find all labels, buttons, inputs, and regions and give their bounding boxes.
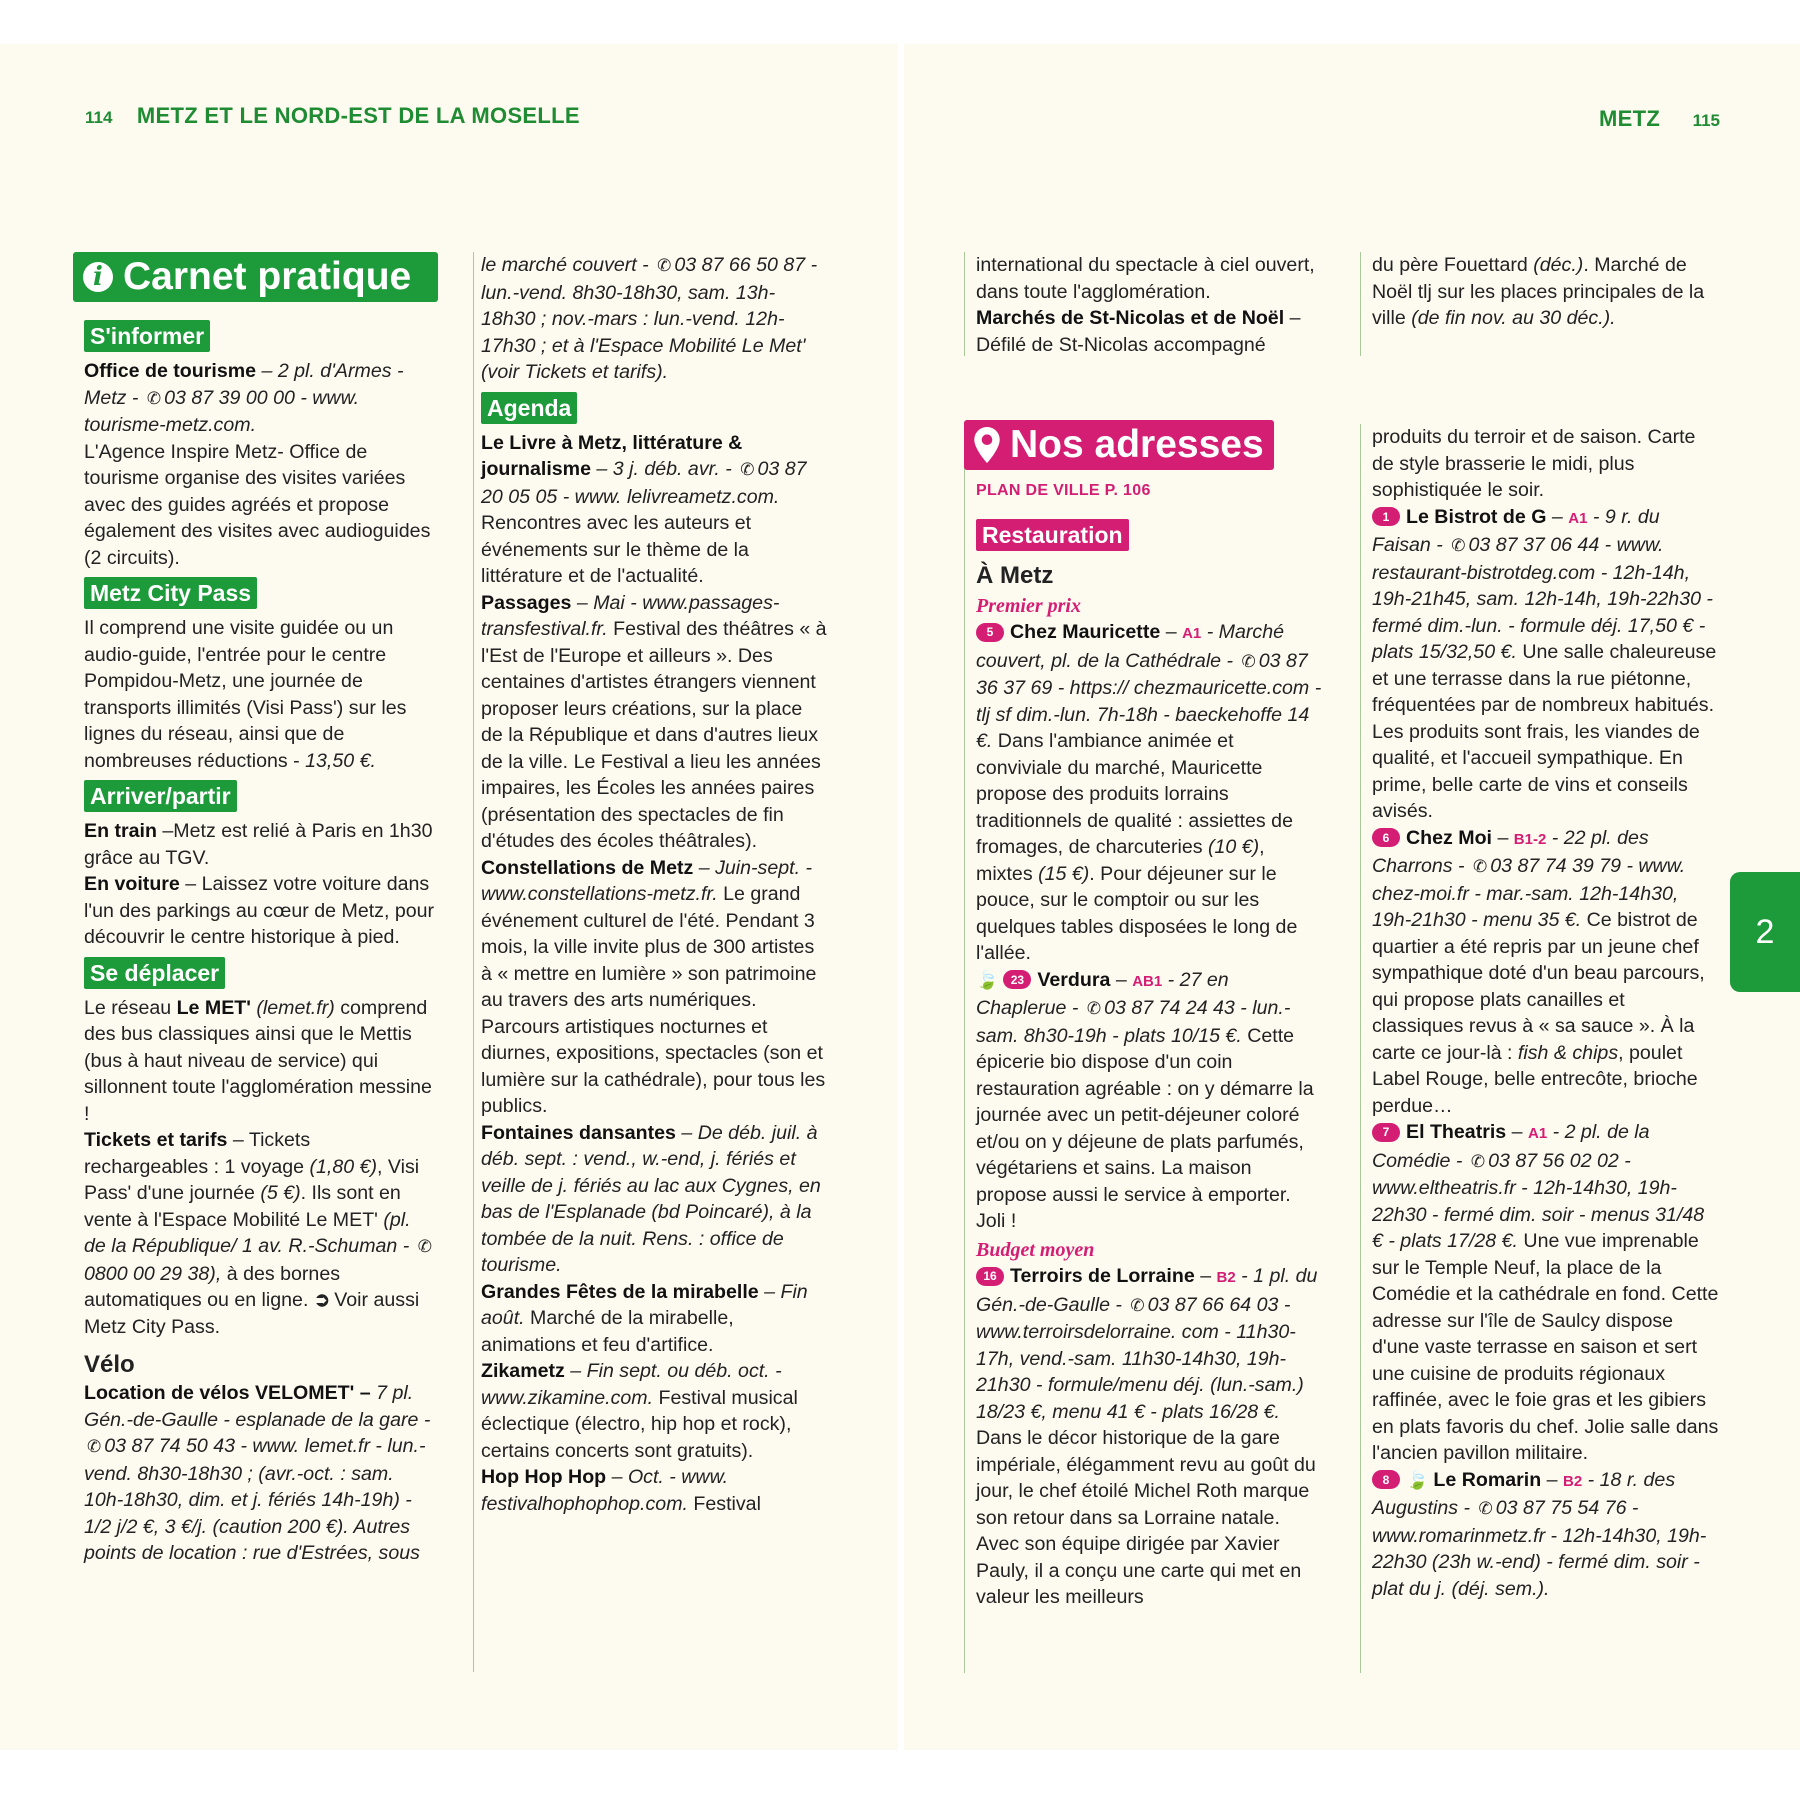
phone-icon: ✆ <box>1478 1499 1493 1518</box>
restaurant-entry: 7 El Theatris – A1 - 2 pl. de la Comédie - ✆ 03 87 56 02 02 - www.eltheatris.fr - 12h-14h30, 19h-22h30 - fermé dim. soir - menus 31/48 € - plats 17/28 €. Une vue imprenable sur le Temple Neuf, la place de la Comédie et la cathédrale en fond. Cette adresse sur l'île de Saulcy dispose d'une vaste terrasse en saison et sert une cuisine de produits régionaux raffinée, avec le foie gras et les gibiers en plats favoris du chef. Jolie salle dans l'ancien pavillon militaire. <box>1372 1121 1719 1464</box>
phone-icon: ✆ <box>1470 1151 1486 1171</box>
phone-icon: ✆ <box>1130 1295 1145 1315</box>
citypass-text: Il comprend une visite guidée ou un audio-guide, l'entrée pour le centre Pompidou-Metz, une journée de transports illimités (Visi Pass') sur les lignes du réseau, ainsi que de nombreuses réductions - 13,50 €. <box>84 617 407 772</box>
phone-icon: ✆ <box>417 1237 432 1256</box>
carnet-pratique-heading: i Carnet pratique <box>73 252 438 302</box>
festival-continuation: international du spectacle à ciel ouvert, dans toute l'agglomération. <box>976 254 1315 303</box>
leaf-icon: 🍃 <box>1406 1469 1429 1490</box>
mobilite-continuation: le marché couvert - ✆ 03 87 66 50 87 - lun.-vend. 8h30-18h30, sam. 13h-18h30 ; nov.-mars : lun.-vend. 12h-17h30 ; et à l'Espace Mobilité Le Met' (voir Tickets et tarifs). <box>481 254 818 383</box>
column-1 <box>73 252 435 1567</box>
passages-entry: Passages – Mai - www.passages-transfestival.fr. Festival des théâtres « à l'Est de l'Europe et ailleurs ». Des centaines d'artistes étrangers viennent proposer leurs créations, sur la place de la République et dans d'autres lieux de la ville. Le Festival a lieu les années impaires, les Écoles les années paires (présentation des spectacles de fin d'études des écoles théâtrales). <box>481 591 827 852</box>
noel-entry: Marchés de St-Nicolas et de Noël – Défilé de St-Nicolas accompagné <box>976 307 1301 356</box>
section-heading-informer: S'informer <box>84 320 210 352</box>
phone-icon: ✆ <box>87 1437 102 1456</box>
column-4-top <box>1372 252 1720 332</box>
nos-adresses-heading: Nos adresses <box>964 420 1274 470</box>
section-heading-arriver: Arriver/partir <box>84 780 237 812</box>
column-rule <box>964 252 965 356</box>
phone-icon: ✆ <box>1451 536 1466 555</box>
phone-icon: ✆ <box>146 388 162 408</box>
met-entry: Le réseau Le MET' (lemet.fr) comprend des bus classiques ainsi que le Mettis (bus à haut niveau de service) qui sillonnent toute l'agglomération messine ! <box>84 996 432 1125</box>
restaurant-entry: 8 🍃 Le Romarin – B2 - 18 r. des Augustins - ✆ 03 87 75 54 76 - www.romarinmetz.fr - 12h-14h30, 19h-22h30 (23h w.-end) - fermé dim. soir - plat du j. (déj. sem.). <box>1372 1468 1707 1600</box>
chapter-tab[interactable]: 2 <box>1730 872 1800 992</box>
column-rule <box>1360 424 1361 1673</box>
restaurant-entry: 🍃 23 Verdura – AB1 - 27 en Chaplerue - ✆ 03 87 74 24 43 - lun.-sam. 8h30-19h - plats 10/15 €. Cette épicerie bio dispose d'un coin restauration agréable : on y démarre la journée avec un petit-déjeuner coloré et/ou on y déjeune de plats parfumés, végétariens et sains. La maison propose aussi le service à emporter. Joli ! <box>976 968 1314 1232</box>
map-pin-icon <box>974 427 1000 463</box>
category-budget-moyen: Budget moyen <box>976 1238 1095 1261</box>
section-heading-citypass: Metz City Pass <box>84 577 257 609</box>
mirabelle-entry: Grandes Fêtes de la mirabelle – Fin août. Marché de la mirabelle, animations et feu d'artifice. <box>481 1280 808 1356</box>
column-rule <box>964 468 965 1673</box>
leaf-icon: 🍃 <box>976 969 999 990</box>
terroirs-continuation: produits du terroir et de saison. Carte de style brasserie le midi, plus sophistiquée le soir. <box>1372 426 1696 501</box>
noel-continuation: du père Fouettard (déc.). Marché de Noël tlj sur les places principales de la ville (de fin nov. au 30 déc.). <box>1372 254 1705 329</box>
velo-entry: Location de vélos VELOMET' – 7 pl. Gén.-de-Gaulle - esplanade de la gare - ✆ 03 87 74 50 43 - www. lemet.fr - lun.-vend. 8h30-18h30 ; (avr.-oct. : sam. 10h-18h30, dim. et j. fériés 14h-19h) - 1/2 j/2 €, 3 €/j. (caution 200 €). Autres points de location : rue d'Estrées, sous <box>84 1382 431 1564</box>
arrow-circle-icon: ➲ <box>313 1289 331 1311</box>
zikametz-entry: Zikametz – Fin sept. ou déb. oct. - www.zikamine.com. Festival musical éclectique (électro, hip hop et rock), certains concerts sont gratuits). <box>481 1360 798 1462</box>
running-title: METZ ET LE NORD-EST DE LA MOSELLE <box>136 103 580 128</box>
velo-heading: Vélo <box>84 1351 135 1378</box>
phone-icon: ✆ <box>1473 857 1488 876</box>
column-4 <box>1372 424 1720 1602</box>
tickets-entry: Tickets et tarifs – Tickets rechargeables : 1 voyage (1,80 €), Visi Pass' d'une journée (5 €). Ils sont en vente à l'Espace Mobilité Le MET' (pl. de la République/ 1 av. R.-Schuman - ✆0800 00 29 38), à des bornes automatiques ou en ligne. ➲ Voir aussi Metz City Pass. <box>84 1129 432 1338</box>
right-running-header <box>1599 106 1720 132</box>
fontaines-entry: Fontaines dansantes – De déb. juil. à déb. sept. : vend., w.-end, j. fériés et veille de j. fériés au lac aux Cygnes, en bas de l'Esplanade (bd Poincaré), à la tombée de la nuit. Rens. : office de tourisme. <box>481 1121 821 1276</box>
column-2 <box>481 252 829 1517</box>
phone-icon: ✆ <box>1086 999 1102 1018</box>
constellations-entry: Constellations de Metz – Juin-sept. - www.constellations-metz.fr. Le grand événement culturel de l'été. Pendant 3 mois, la ville invite plus de 300 artistes à « mettre en lumière » son patrimoine au travers des arts numériques. Parcours artistiques nocturnes et diurnes, expositions, spectacles (son et lumière sur la cathédrale), pour tous les publics. <box>481 856 826 1117</box>
info-icon: i <box>83 262 113 292</box>
column-3-top <box>976 252 1324 358</box>
livre-entry: Le Livre à Metz, littérature & journalisme – 3 j. déb. avr. - ✆ 03 87 20 05 05 - www. lelivreametz.com. Rencontres avec les auteurs et événements sur le thème de la littérature et de l'actualité. <box>481 431 807 587</box>
restaurant-entry: 1 Le Bistrot de G – A1 - 9 r. du Faisan - ✆ 03 87 37 06 44 - www. restaurant-bistrotdeg.com - 12h-14h, 19h-21h45, sam. 12h-14h, 19h-22h30 - fermé dim.-lun. - formule déj. 17,50 € - plats 15/32,50 €. Une salle chaleureuse et une terrasse dans la rue piétonne, fréquentées par de nombreux habitués. Les produits sont frais, les viandes de qualité, et l'accueil sympathique. En prime, belle carte de vins et conseils avisés. <box>1372 505 1717 822</box>
page-number: 114 <box>85 108 113 127</box>
section-heading-agenda: Agenda <box>481 392 577 424</box>
restaurant-entry: 6 Chez Moi – B1-2 - 22 pl. des Charrons - ✆ 03 87 74 39 79 - www. chez-moi.fr - mar.-sam. 12h-14h30, 19h-21h30 - menu 35 €. Ce bistrot de quartier a été repris par un jeune chef sympathique doté d'un beau parcours, qui propose plats canailles et classiques revus à « sa sauce ». À la carte ce jour-là : fish & chips, poulet Label Rouge, belle entrecôte, brioche perdue… <box>1372 826 1705 1117</box>
office-text: L'Agence Inspire Metz- Office de tourisme organise des visites variées avec des guides agréés et propose également des visites avec audioguides (2 circuits). <box>84 440 431 569</box>
column-1-body <box>73 314 435 1567</box>
hophop-entry: Hop Hop Hop – Oct. - www. festivalhophophop.com. Festival <box>481 1466 761 1515</box>
phone-icon: ✆ <box>657 256 672 275</box>
city-heading: À Metz <box>976 561 1054 589</box>
left-running-header <box>85 103 580 129</box>
phone-icon: ✆ <box>1241 651 1256 671</box>
restaurant-entry: 5 Chez Mauricette – A1 - Marché couvert, pl. de la Cathédrale - ✆ 03 87 36 37 69 - https:// chezmauricette.com - tlj sf dim.-lun. 7h-18h - baeckehoffe 14 €. Dans l'ambiance animée et conviviale du marché, Mauricette propose des produits lorrains traditionnels de qualité : assiettes de fromages, de charcuteries (10 €), mixtes (15 €). Pour déjeuner sur le pouce, sur le comptoir ou sur les quelques tables disposées le long de l'allée. <box>976 621 1322 964</box>
section-heading-deplacer: Se déplacer <box>84 957 225 989</box>
running-title: METZ <box>1599 106 1661 131</box>
column-rule <box>473 252 474 1672</box>
plan-reference: PLAN DE VILLE P. 106 <box>976 482 1151 499</box>
page-number: 115 <box>1692 111 1720 130</box>
category-premier-prix: Premier prix <box>976 594 1081 617</box>
column-rule <box>1360 252 1361 356</box>
section-heading-restauration: Restauration <box>976 519 1129 551</box>
office-entry: Office de tourisme – 2 pl. d'Armes - Metz - ✆ 03 87 39 00 00 - www. tourisme-metz.com. <box>84 360 404 436</box>
car-entry: En voiture – Laissez votre voiture dans l'un des parkings au cœur de Metz, pour découvrir le centre historique à pied. <box>84 873 435 948</box>
restaurant-entry: 16 Terroirs de Lorraine – B2 - 1 pl. du Gén.-de-Gaulle - ✆ 03 87 66 64 03 - www.terroirsdelorraine. com - 11h30-17h, vend.-sam. 11h30-14h30, 19h-21h30 - formule/menu déj. (lun.-sam.) 18/23 €, menu 41 € - plats 16/28 €. Dans le décor historique de la gare impériale, élégamment revu au goût du jour, le chef étoilé Michel Roth marque son retour dans sa Lorraine natale. Avec son équipe dirigée par Xavier Pauly, il a conçu une carte qui met en valeur les meilleurs <box>976 1265 1318 1608</box>
column-3 <box>976 420 1324 1611</box>
train-entry: En train –Metz est relié à Paris en 1h30 grâce au TGV. <box>84 820 433 869</box>
phone-icon: ✆ <box>740 460 755 479</box>
